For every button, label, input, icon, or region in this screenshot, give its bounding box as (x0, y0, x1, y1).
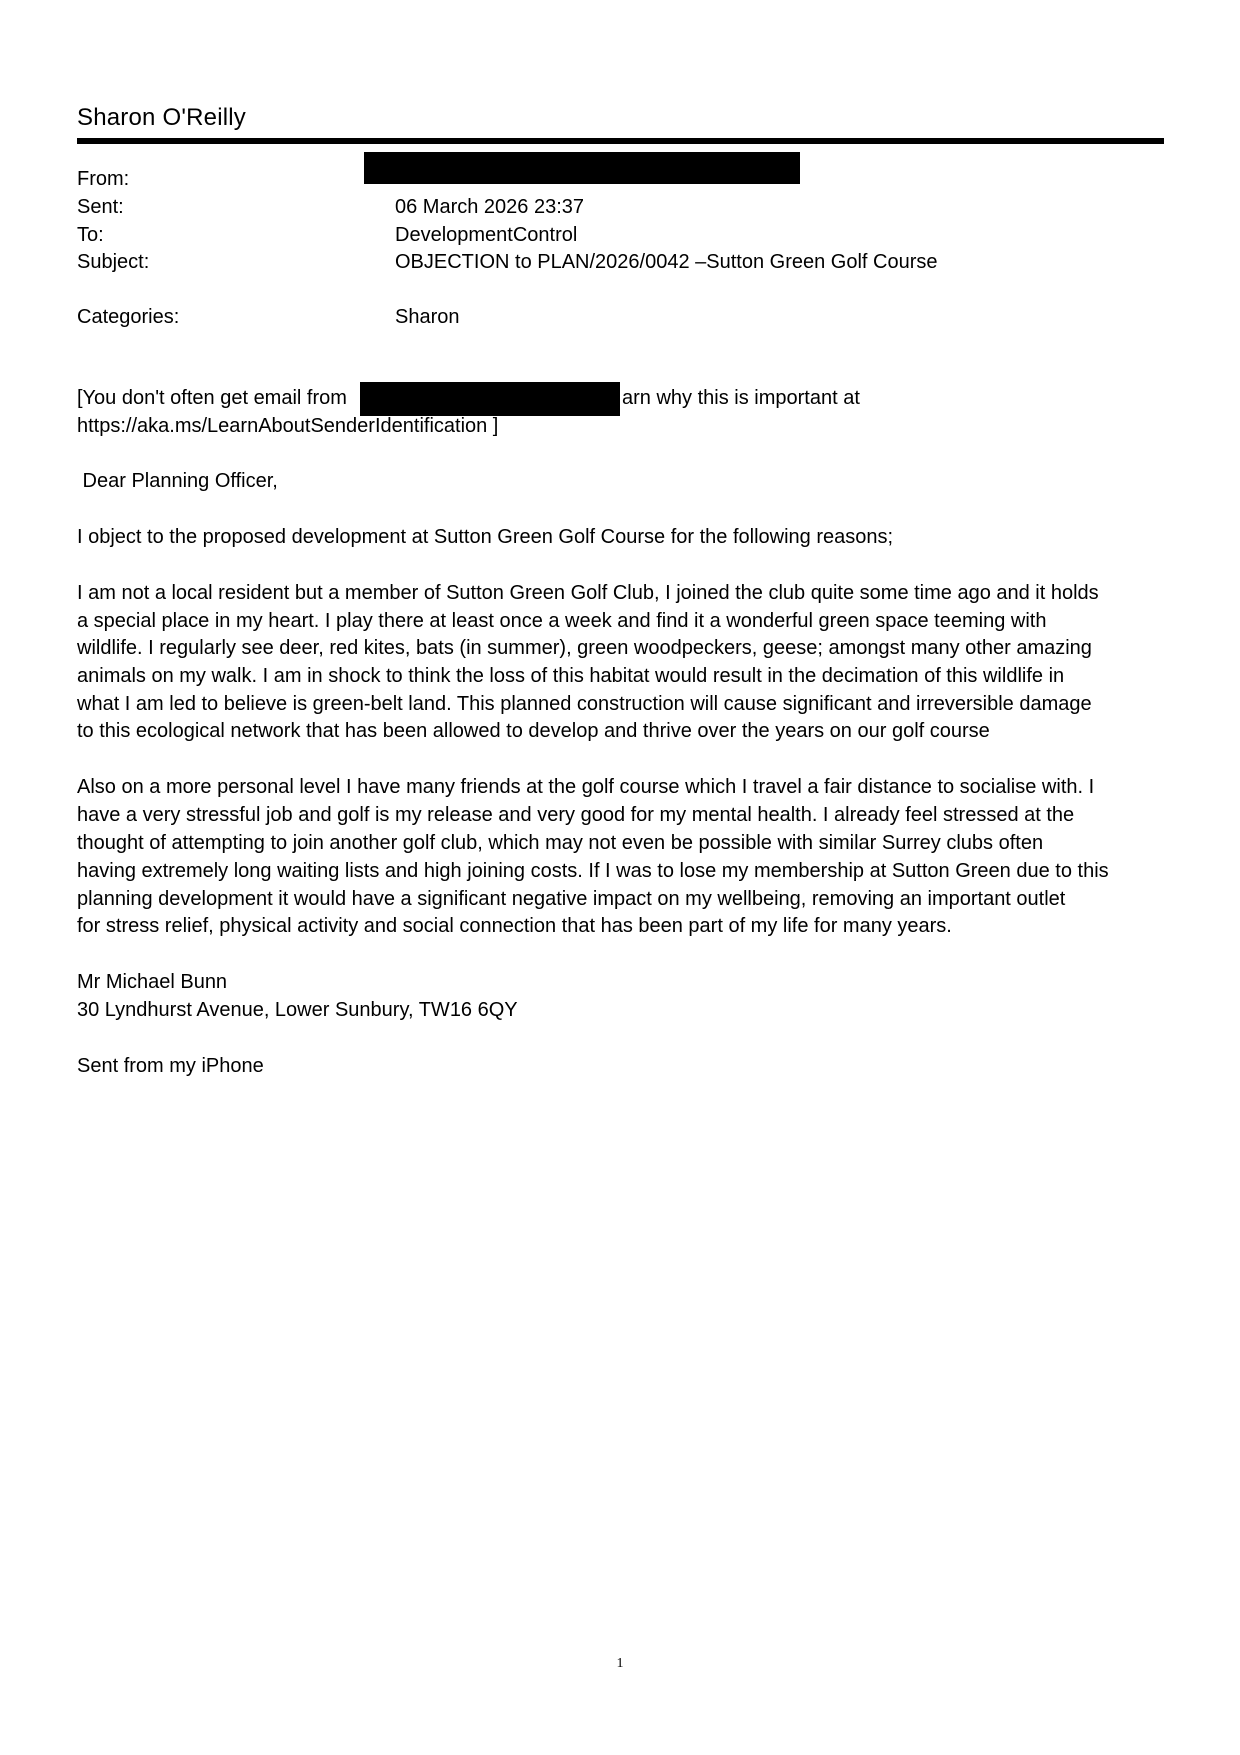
sent-label: Sent: (77, 196, 124, 218)
paragraph-2-line: to this ecological network that has been allowed to develop and thrive over the years on our golf course (77, 720, 990, 742)
paragraph-2-line: wildlife. I regularly see deer, red kites, bats (in summer), green woodpeckers, geese; amongst many other amazing (77, 637, 1092, 659)
subject-value: OBJECTION to PLAN/2026/0042 –Sutton Green Golf Course (395, 251, 938, 273)
categories-label: Categories: (77, 306, 180, 328)
sent-value: 06 March 2026 23:37 (395, 196, 585, 218)
categories-value: Sharon (395, 306, 460, 328)
paragraph-2-line: I am not a local resident but a member of Sutton Green Golf Club, I joined the club quite some time ago and it holds (77, 582, 1099, 604)
paragraph-3-line: having extremely long waiting lists and high joining costs. If I was to lose my membership at Sutton Green due to this (77, 860, 1109, 882)
paragraph-2-line: animals on my walk. I am in shock to think the loss of this habitat would result in the decimation of this wildlife in (77, 665, 1065, 687)
from-label: From: (77, 168, 130, 190)
paragraph-3-line: planning development it would have a significant negative impact on my wellbeing, removing an important outlet (77, 888, 1066, 910)
paragraph-3-line: for stress relief, physical activity and social connection that has been part of my life for many years. (77, 915, 952, 937)
paragraph-2-line: a special place in my heart. I play there at least once a week and find it a wonderful green space teeming with (77, 610, 1047, 632)
paragraph-2-line: what I am led to believe is green-belt land. This planned construction will cause significant and irreversible damage (77, 693, 1092, 715)
page-number: 1 (616, 1656, 624, 1671)
header-rule (77, 138, 1164, 144)
from-redaction (364, 152, 800, 184)
notice-line-2: https://aka.ms/LearnAboutSenderIdentification ] (77, 415, 499, 437)
subject-label: Subject: (77, 251, 150, 273)
to-label: To: (77, 224, 104, 246)
notice-redaction (360, 382, 620, 416)
notice-line-1-start: [You don't often get email from (77, 387, 347, 409)
sent-from-note: Sent from my iPhone (77, 1055, 264, 1077)
paragraph-1-line: I object to the proposed development at Sutton Green Golf Course for the following reasons; (77, 526, 894, 548)
signature-name: Mr Michael Bunn (77, 971, 228, 993)
paragraph-3-line: thought of attempting to join another golf club, which may not even be possible with similar Surrey clubs often (77, 832, 1044, 854)
document-owner: Sharon O'Reilly (77, 104, 246, 131)
notice-line-1-end: arn why this is important at (622, 387, 860, 409)
signature-address: 30 Lyndhurst Avenue, Lower Sunbury, TW16 6QY (77, 999, 518, 1021)
to-value: DevelopmentControl (395, 224, 578, 246)
paragraph-3-line: Also on a more personal level I have many friends at the golf course which I travel a fair distance to socialise with. I (77, 776, 1095, 798)
greeting: Dear Planning Officer, (77, 470, 278, 492)
paragraph-3-line: have a very stressful job and golf is my release and very good for my mental health. I already feel stressed at the (77, 804, 1075, 826)
